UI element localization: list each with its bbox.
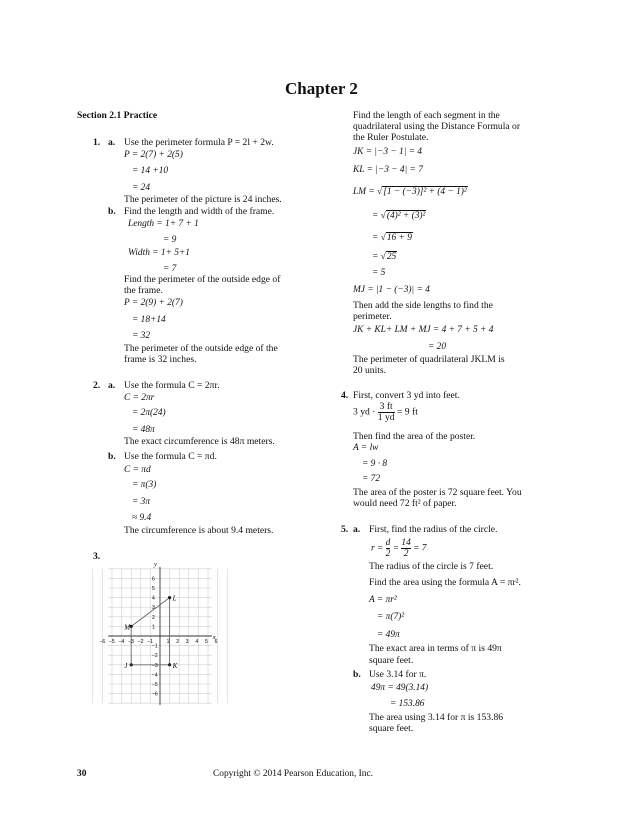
x-tick-label: −5 — [109, 639, 115, 645]
y-tick-label: −2 — [152, 653, 158, 660]
problem-text: quadrilateral using the Distance Formula or — [353, 121, 521, 132]
conclusion-text: square feet. — [369, 723, 414, 734]
equation-eq: = — [372, 252, 379, 262]
point-M — [130, 625, 133, 628]
equation-line: = 7 — [163, 264, 177, 274]
equation-line: = 72 — [362, 474, 381, 484]
problem-text: The radius of the circle is 7 feet. — [369, 561, 494, 572]
equation-eq: = — [372, 233, 379, 243]
part-label: b. — [108, 451, 116, 462]
conversion-rhs: = 9 ft — [397, 406, 418, 418]
conclusion-text: The exact area in terms of π is 49π — [369, 643, 502, 654]
conclusion-text: The circumference is about 9.4 meters. — [124, 525, 274, 536]
equation-eq: = — [372, 211, 379, 221]
equation-line: KL = |−3 − 4| = 7 — [353, 165, 423, 175]
problem-text: Find the length and width of the frame. — [124, 206, 275, 217]
equation-line — [371, 538, 426, 559]
equation-line: = π(3) — [132, 480, 157, 490]
x-tick-label: 1 — [166, 639, 170, 645]
numerator: 3 ft — [379, 401, 393, 412]
conclusion-text: The perimeter of the picture is 24 inches. — [124, 194, 282, 205]
part-label: b. — [108, 206, 116, 217]
y-tick-label: 4 — [152, 595, 155, 602]
problem-number: 2. — [93, 380, 101, 391]
point-label-L: L — [172, 594, 177, 603]
equation-line: = 3π — [132, 497, 151, 507]
problem-number: 3. — [93, 551, 101, 562]
x-tick-label: −3 — [128, 639, 134, 645]
x-tick-label: −2 — [137, 639, 144, 645]
page-number: 30 — [77, 769, 87, 779]
equation-line: JK + KL+ LM + MJ = 4 + 7 + 5 + 4 — [353, 325, 494, 335]
y-tick-label: 3 — [152, 605, 155, 612]
graph-axes — [108, 567, 212, 705]
conclusion-text: The perimeter of the outside edge of the — [124, 343, 278, 354]
problem-text: Use the formula C = 2πr. — [124, 380, 220, 391]
equation-line: ≈ 9.4 — [132, 513, 152, 523]
fraction — [386, 538, 391, 559]
x-tick-label: 4 — [195, 639, 199, 645]
y-tick-label: −1 — [152, 643, 158, 650]
conclusion-text: The exact circumference is 48π meters. — [124, 436, 275, 447]
problem-text: Use 3.14 for π. — [369, 669, 427, 680]
x-tick-label: −6 — [99, 639, 106, 645]
x-tick-label: 3 — [185, 639, 189, 645]
problem-number: 5. — [341, 524, 349, 535]
equation-line: = 14 +10 — [132, 166, 169, 176]
y-tick-label: −5 — [152, 682, 158, 688]
page-title: Chapter 2 — [285, 79, 358, 98]
equation-line: = π(7)² — [377, 612, 405, 622]
equation-line: = 2π(24) — [132, 408, 166, 418]
equation-line: = 32 — [132, 331, 151, 341]
radical: (4)² + (3)² — [386, 211, 426, 221]
problem-text: First, convert 3 yd into feet. — [353, 390, 460, 401]
problem-text: Find the length of each segment in the — [353, 110, 500, 121]
numerator: d — [385, 538, 391, 548]
equation-line: C = πd — [124, 465, 151, 475]
equation-line: = 9 — [163, 235, 177, 245]
equation-line: = 24 — [132, 183, 151, 193]
radical: [1 − (−3)]² + (4 − 1)² — [383, 187, 467, 197]
fraction — [401, 538, 410, 559]
y-tick-label: −3 — [152, 662, 158, 669]
problem-text: Find the perimeter of the outside edge of — [124, 274, 281, 285]
equation-line: P = 2(9) + 2(7) — [124, 298, 183, 308]
x-tick-label: 6 — [214, 639, 218, 645]
y-tick-label: −4 — [152, 672, 158, 679]
equation-line: LM = √[1 − (−3)]² + (4 − 1)² — [353, 187, 467, 197]
point-K — [168, 663, 171, 666]
x-tick-label: 5 — [205, 639, 208, 645]
y-tick-label: 6 — [152, 576, 155, 583]
equation-line: = 48π — [132, 425, 155, 435]
part-label: b. — [353, 669, 361, 680]
conclusion-text: square feet. — [369, 655, 414, 666]
denominator: 2 — [385, 549, 391, 559]
problem-text: the frame. — [124, 285, 163, 296]
problem-text: Then find the area of the poster. — [353, 431, 476, 442]
section-heading: Section 2.1 Practice — [77, 110, 158, 121]
equation-line: = √(4)² + (3)² — [372, 211, 426, 221]
y-axis-label: y — [154, 560, 157, 568]
equation-line: 49π = 49(3.14) — [371, 683, 429, 693]
part-label: a. — [353, 524, 361, 535]
equation-line: A = πr² — [369, 595, 397, 605]
problem-text: perimeter. — [353, 311, 392, 322]
point-label-M: M — [124, 623, 131, 632]
conversion-lhs: 3 yd · — [353, 406, 376, 418]
denominator: 2 — [403, 549, 409, 559]
y-tick-label: 5 — [152, 586, 155, 592]
y-tick-label: 1 — [152, 624, 155, 631]
y-tick-label: 2 — [152, 614, 155, 621]
denominator: 1 yd — [377, 412, 395, 423]
x-tick-label: −4 — [118, 639, 125, 645]
equation-lhs: LM = — [353, 187, 375, 197]
conclusion-text: The area using 3.14 for π is 153.86 — [369, 712, 504, 723]
problem-text: Then add the side lengths to find the — [353, 300, 493, 311]
equation-line: = 153.86 — [390, 699, 425, 709]
problem-number: 4. — [341, 390, 349, 401]
numerator: 14 — [401, 538, 411, 548]
equation-line: MJ = |1 − (−3)| = 4 — [353, 285, 430, 295]
equation-line: = √16 + 9 — [372, 233, 412, 243]
part-label: a. — [108, 137, 116, 148]
radical: 25 — [386, 252, 397, 262]
equation-line: = √25 — [372, 252, 397, 262]
equation-line: Width = 1+ 5+1 — [128, 248, 190, 258]
equation-line: P = 2(7) + 2(5) — [124, 150, 183, 160]
conclusion-text: 20 units. — [353, 365, 387, 376]
x-tick-label: 2 — [176, 639, 179, 645]
graph-labels — [99, 561, 217, 698]
equation-line: = 18+14 — [132, 315, 166, 325]
equation-line: = 9 · 8 — [362, 459, 388, 469]
x-axis-label: x — [212, 634, 216, 641]
equation-line — [353, 402, 418, 423]
problem-number: 1. — [93, 137, 101, 148]
conclusion-text: would need 72 ft² of paper. — [353, 498, 457, 509]
problem-text: Use the formula C = πd. — [124, 451, 217, 462]
equation-line: = 5 — [372, 268, 386, 278]
fraction — [378, 402, 395, 423]
equation-line: C = 2πr — [124, 393, 155, 403]
equation-line: = 20 — [428, 342, 447, 352]
problem-text: Use the perimeter formula P = 2l + 2w. — [124, 137, 274, 148]
point-L — [168, 596, 171, 599]
radical: 16 + 9 — [386, 233, 412, 243]
y-tick-label: −6 — [152, 691, 158, 698]
r-rhs: = 7 — [413, 543, 427, 554]
equation-line: Length = 1+ 7 + 1 — [128, 219, 199, 229]
point-J — [130, 663, 133, 666]
x-tick-label: −1 — [147, 639, 154, 645]
conclusion-text: The area of the poster is 72 square feet. You — [353, 487, 522, 498]
conclusion-text: The perimeter of quadrilateral JKLM is — [353, 354, 505, 365]
conclusion-text: frame is 32 inches. — [124, 354, 197, 365]
problem-text: the Ruler Postulate. — [353, 132, 429, 143]
copyright-text: Copyright © 2014 Pearson Education, Inc. — [213, 769, 373, 779]
equation-line: A = lw — [353, 443, 379, 453]
equation-line: JK = |−3 − 1| = 4 — [353, 147, 422, 157]
r-mid: = — [392, 543, 400, 554]
equation-line: = 49π — [377, 630, 400, 640]
part-label: a. — [108, 380, 116, 391]
problem-text: First, find the radius of the circle. — [369, 524, 498, 535]
coordinate-graph — [99, 560, 218, 710]
problem-text: Find the area using the formula A = πr². — [369, 577, 521, 588]
point-label-J: J — [124, 661, 128, 670]
r-lhs: r = — [371, 543, 384, 554]
point-label-K: K — [172, 661, 178, 670]
